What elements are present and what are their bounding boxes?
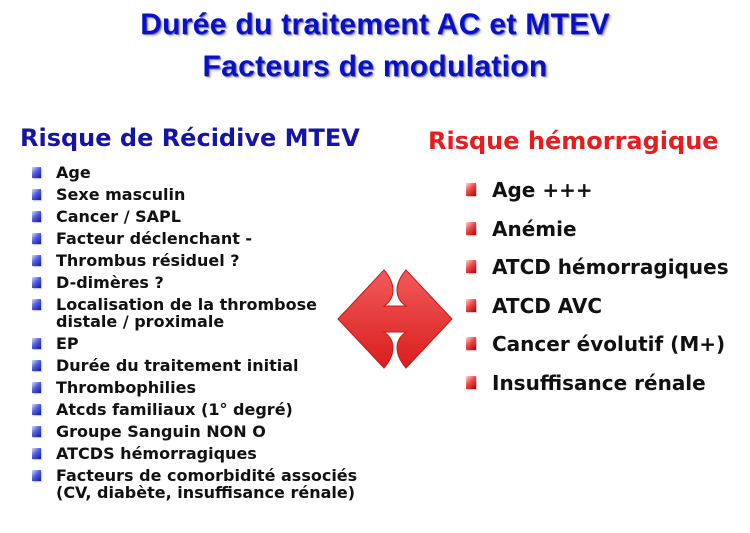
list-item-text: Anémie	[492, 216, 577, 241]
list-item	[32, 164, 372, 181]
list-item	[466, 255, 746, 279]
list-item-text: Insuffisance rénale	[492, 370, 706, 395]
list-item-text: ATCD AVC	[492, 293, 603, 318]
list-item-text: EP	[56, 334, 79, 353]
blue-square-bullet-icon	[32, 277, 41, 288]
red-square-bullet-icon	[466, 222, 476, 235]
list-item-text: Atcds familiaux (1° degré)	[56, 400, 293, 419]
red-square-bullet-icon	[466, 299, 476, 312]
blue-square-bullet-icon	[32, 338, 41, 349]
blue-square-bullet-icon	[32, 189, 41, 200]
list-item-text: Sexe masculin	[56, 185, 186, 204]
blue-square-bullet-icon	[32, 167, 41, 178]
blue-square-bullet-icon	[32, 470, 41, 481]
slide-title-line-2: Facteurs de modulation	[202, 50, 548, 83]
red-square-bullet-icon	[466, 376, 476, 389]
list-item	[32, 335, 372, 352]
list-item-text: Cancer évolutif (M+)	[492, 332, 726, 356]
red-square-bullet-icon	[466, 337, 476, 350]
blue-square-bullet-icon	[32, 448, 41, 459]
list-item-text: Groupe Sanguin NON O	[56, 422, 266, 441]
list-item-text: D-dimères ?	[56, 273, 164, 292]
blue-square-bullet-icon	[32, 360, 41, 371]
list-item-text: ATCDS hémorragiques	[56, 444, 257, 463]
list-item	[466, 294, 746, 318]
slide-title-line-1: Durée du traitement AC et MTEV	[140, 8, 610, 41]
list-item-text: Durée du traitement initial	[56, 356, 299, 375]
list-item	[32, 423, 372, 440]
bleeding-risk-heading: Risque hémorragique	[428, 127, 719, 155]
blue-square-bullet-icon	[32, 404, 41, 415]
recurrence-risk-list	[32, 164, 372, 506]
blue-square-bullet-icon	[32, 382, 41, 393]
blue-square-bullet-icon	[32, 255, 41, 266]
red-square-bullet-icon	[466, 183, 476, 196]
list-item	[466, 217, 746, 241]
list-item	[32, 208, 372, 225]
red-square-bullet-icon	[466, 260, 476, 273]
list-item	[32, 467, 372, 501]
list-item-text: Thrombus résiduel ?	[56, 251, 240, 270]
list-item-text: Age +++	[492, 178, 593, 202]
list-item	[466, 332, 746, 356]
list-item	[32, 445, 372, 462]
list-item-text: Age	[56, 163, 91, 182]
list-item	[32, 252, 372, 269]
list-item-text: Facteur déclenchant -	[56, 229, 253, 248]
list-item	[32, 296, 372, 330]
list-item	[466, 178, 746, 202]
list-item-text: Cancer / SAPL	[56, 207, 181, 226]
list-item-text: Facteurs de comorbidité associés (CV, diabète, insuffisance rénale)	[56, 466, 358, 502]
list-item	[32, 230, 372, 247]
double-headed-arrow-icon	[336, 268, 454, 370]
list-item	[32, 274, 372, 291]
list-item	[32, 379, 372, 396]
blue-square-bullet-icon	[32, 211, 41, 222]
list-item-text: Thrombophilies	[56, 378, 196, 397]
list-item	[32, 401, 372, 418]
list-item-text: Localisation de la thrombose distale / proximale	[56, 295, 317, 331]
bleeding-risk-list	[466, 178, 746, 409]
list-item	[32, 357, 372, 374]
blue-square-bullet-icon	[32, 426, 41, 437]
recurrence-risk-heading: Risque de Récidive MTEV	[20, 124, 360, 152]
blue-square-bullet-icon	[32, 299, 41, 310]
list-item-text: ATCD hémorragiques	[492, 255, 729, 279]
blue-square-bullet-icon	[32, 233, 41, 244]
list-item	[466, 371, 746, 395]
list-item	[32, 186, 372, 203]
